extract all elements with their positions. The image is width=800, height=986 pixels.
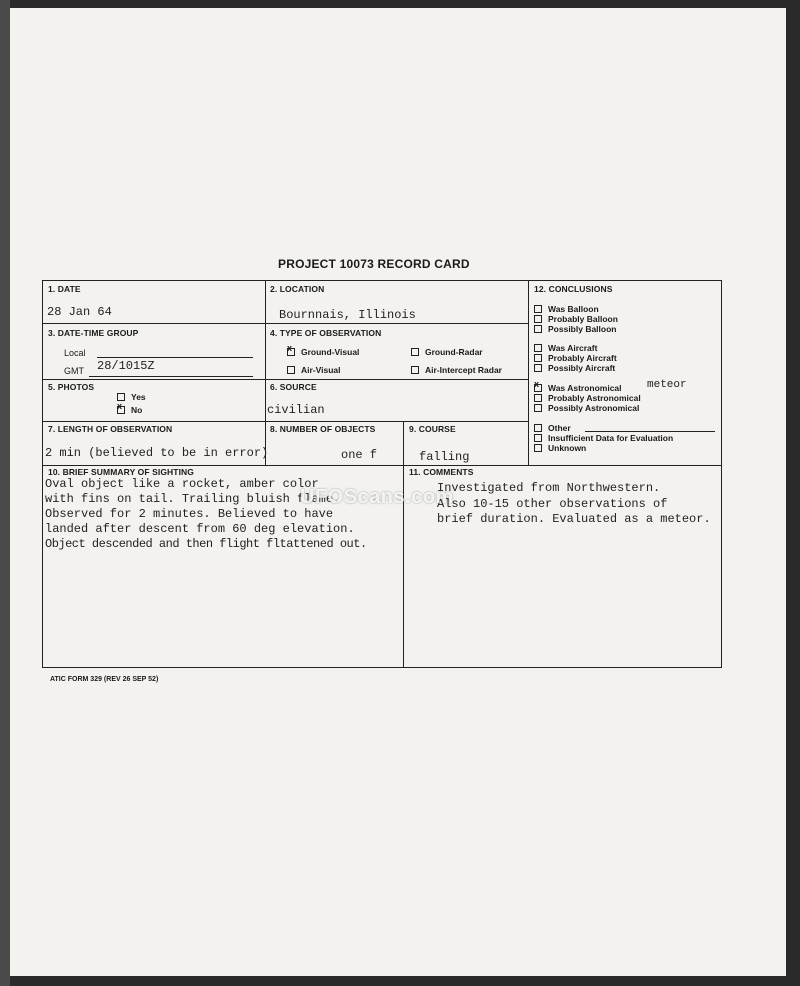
checkbox-icon <box>534 424 542 432</box>
checkbox-icon <box>411 366 419 374</box>
checkbox-icon <box>534 354 542 362</box>
source-value: civilian <box>267 403 325 417</box>
date-value: 28 Jan 64 <box>47 305 112 319</box>
source-label: 6. SOURCE <box>270 382 317 392</box>
gmt-value: 28/1015Z <box>97 359 155 373</box>
checkbox-icon <box>534 434 542 442</box>
card-title: PROJECT 10073 RECORD CARD <box>278 257 470 271</box>
objects-label: 8. NUMBER OF OBJECTS <box>270 424 376 434</box>
summary-line: Observed for 2 minutes. Believed to have <box>45 507 334 521</box>
gmt-label: GMT <box>64 366 84 376</box>
date-label: 1. DATE <box>48 284 81 294</box>
location-label: 2. LOCATION <box>270 284 325 294</box>
checkbox-icon <box>534 444 542 452</box>
checkbox-icon <box>534 344 542 352</box>
local-label: Local <box>64 348 86 358</box>
conclusion-item: Probably Aircraft <box>534 353 617 363</box>
photos-no: xNo <box>117 405 142 415</box>
checkbox-icon <box>534 364 542 372</box>
scan-left-edge <box>0 0 10 986</box>
conclusion-item: Possibly Aircraft <box>534 363 615 373</box>
photos-yes: Yes <box>117 392 146 402</box>
comment-line: Investigated from Northwestern. <box>437 481 661 495</box>
watermark: UFOScans.com <box>300 486 454 508</box>
checkbox-icon <box>287 366 295 374</box>
conclusion-item: Possibly Balloon <box>534 324 617 334</box>
length-value: 2 min (believed to be in error) <box>45 446 269 460</box>
conclusion-item: Possibly Astronomical <box>534 403 639 413</box>
length-label: 7. LENGTH OF OBSERVATION <box>48 424 173 434</box>
summary-line: Oval object like a rocket, amber color <box>45 477 319 491</box>
conclusion-item: Was Balloon <box>534 304 599 314</box>
checkbox-icon <box>534 315 542 323</box>
checkbox-icon <box>534 394 542 402</box>
conclusion-item: Insufficient Data for Evaluation <box>534 433 673 443</box>
photos-label: 5. PHOTOS <box>48 382 95 392</box>
option-air-intercept-radar: Air-Intercept Radar <box>411 365 502 375</box>
summary-line: with fins on tail. Trailing bluish flame. <box>45 492 341 506</box>
conclusion-item: Unknown <box>534 443 586 453</box>
option-air-visual: Air-Visual <box>287 365 341 375</box>
datetime-label: 3. DATE-TIME GROUP <box>48 328 139 338</box>
record-card <box>42 280 722 668</box>
checkbox-icon <box>411 348 419 356</box>
summary-line: landed after descent from 60 deg elevation. <box>45 522 355 536</box>
form-footer: ATIC FORM 329 (REV 26 SEP 52) <box>50 676 159 683</box>
objects-value: one f <box>341 448 378 462</box>
comments-label: 11. COMMENTS <box>409 467 474 477</box>
checkbox-icon <box>534 325 542 333</box>
checkbox-checked-icon <box>287 348 295 356</box>
conclusion-item: Probably Astronomical <box>534 393 641 403</box>
summary-line: Object descended and then flight fltattened out. <box>45 537 367 551</box>
checkbox-icon <box>534 404 542 412</box>
option-ground-radar: Ground-Radar <box>411 347 483 357</box>
comment-line: Also 10-15 other observations of <box>437 497 668 511</box>
checkbox-checked-icon <box>117 406 125 414</box>
checkbox-icon <box>534 305 542 313</box>
course-label: 9. COURSE <box>409 424 456 434</box>
option-ground-visual: xGround-Visual <box>287 347 359 357</box>
summary-label: 10. BRIEF SUMMARY OF SIGHTING <box>48 467 194 477</box>
observation-type-label: 4. TYPE OF OBSERVATION <box>270 328 382 338</box>
conclusion-item: Was Aircraft <box>534 343 597 353</box>
conclusion-item: Other <box>534 423 571 433</box>
handwritten-meteor-note: meteor <box>647 379 687 391</box>
location-value: Bournnais, Illinois <box>279 308 416 322</box>
conclusion-item: xWas Astronomical <box>534 383 622 393</box>
course-value: falling <box>419 450 470 464</box>
conclusion-item: Probably Balloon <box>534 314 618 324</box>
checkbox-icon <box>117 393 125 401</box>
comment-line: brief duration. Evaluated as a meteor. <box>437 512 711 526</box>
conclusions-label: 12. CONCLUSIONS <box>534 284 613 294</box>
checkbox-checked-icon <box>534 384 542 392</box>
